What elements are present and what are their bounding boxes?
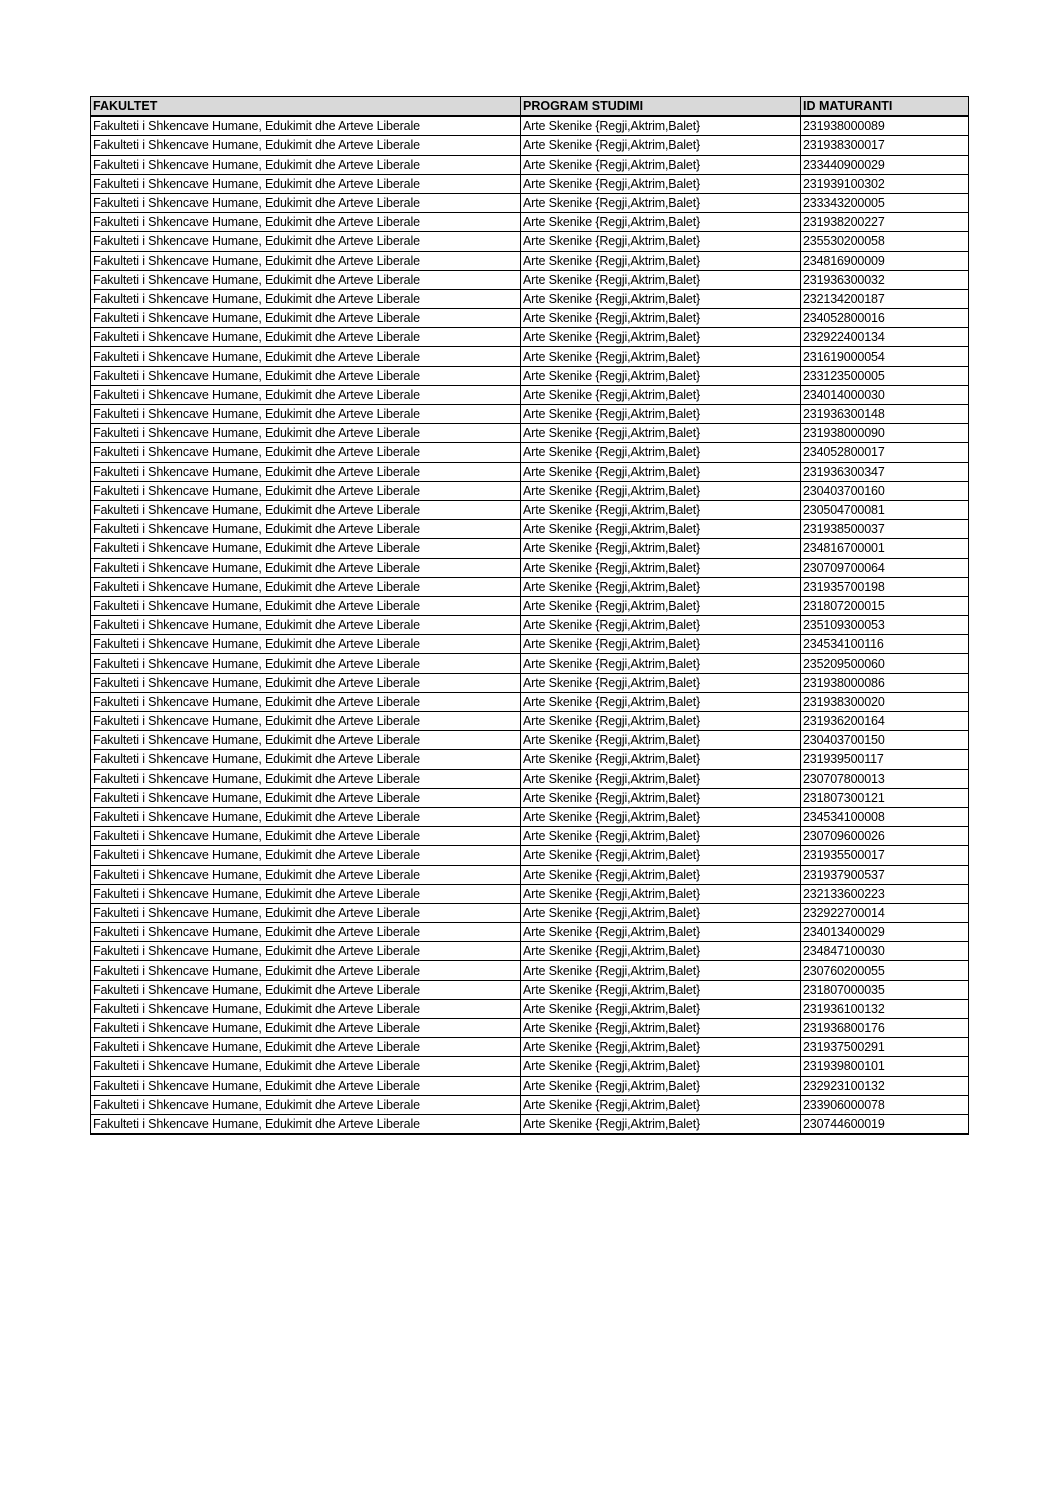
cell-program-studimi: Arte Skenike {Regji,Aktrim,Balet} xyxy=(521,1076,801,1095)
cell-fakultet: Fakulteti i Shkencave Humane, Edukimit dhe Arteve Liberale xyxy=(91,961,521,980)
cell-fakultet: Fakulteti i Shkencave Humane, Edukimit dhe Arteve Liberale xyxy=(91,596,521,615)
cell-fakultet: Fakulteti i Shkencave Humane, Edukimit dhe Arteve Liberale xyxy=(91,942,521,961)
cell-id-maturanti: 233343200005 xyxy=(801,193,969,212)
table-row xyxy=(91,616,969,635)
cell-id-maturanti: 230504700081 xyxy=(801,500,969,519)
cell-id-maturanti: 231935500017 xyxy=(801,846,969,865)
table-row xyxy=(91,827,969,846)
cell-id-maturanti: 233123500005 xyxy=(801,366,969,385)
cell-program-studimi: Arte Skenike {Regji,Aktrim,Balet} xyxy=(521,405,801,424)
cell-id-maturanti: 230403700160 xyxy=(801,481,969,500)
table-row xyxy=(91,116,969,136)
header-row xyxy=(91,97,969,117)
cell-fakultet: Fakulteti i Shkencave Humane, Edukimit dhe Arteve Liberale xyxy=(91,616,521,635)
cell-id-maturanti: 232134200187 xyxy=(801,289,969,308)
cell-fakultet: Fakulteti i Shkencave Humane, Edukimit dhe Arteve Liberale xyxy=(91,635,521,654)
cell-fakultet: Fakulteti i Shkencave Humane, Edukimit dhe Arteve Liberale xyxy=(91,999,521,1018)
cell-fakultet: Fakulteti i Shkencave Humane, Edukimit dhe Arteve Liberale xyxy=(91,654,521,673)
table-row xyxy=(91,174,969,193)
table-row xyxy=(91,328,969,347)
cell-id-maturanti: 230709600026 xyxy=(801,827,969,846)
table-row xyxy=(91,654,969,673)
table-row xyxy=(91,270,969,289)
cell-program-studimi: Arte Skenike {Regji,Aktrim,Balet} xyxy=(521,174,801,193)
cell-fakultet: Fakulteti i Shkencave Humane, Edukimit dhe Arteve Liberale xyxy=(91,577,521,596)
table-row xyxy=(91,788,969,807)
cell-fakultet: Fakulteti i Shkencave Humane, Edukimit dhe Arteve Liberale xyxy=(91,1114,521,1134)
cell-program-studimi: Arte Skenike {Regji,Aktrim,Balet} xyxy=(521,251,801,270)
cell-id-maturanti: 231807000035 xyxy=(801,980,969,999)
cell-program-studimi: Arte Skenike {Regji,Aktrim,Balet} xyxy=(521,903,801,922)
cell-program-studimi: Arte Skenike {Regji,Aktrim,Balet} xyxy=(521,213,801,232)
cell-program-studimi: Arte Skenike {Regji,Aktrim,Balet} xyxy=(521,635,801,654)
cell-id-maturanti: 233906000078 xyxy=(801,1095,969,1114)
cell-fakultet: Fakulteti i Shkencave Humane, Edukimit dhe Arteve Liberale xyxy=(91,731,521,750)
table-row xyxy=(91,903,969,922)
cell-fakultet: Fakulteti i Shkencave Humane, Edukimit dhe Arteve Liberale xyxy=(91,462,521,481)
table-row xyxy=(91,999,969,1018)
cell-id-maturanti: 231935700198 xyxy=(801,577,969,596)
cell-id-maturanti: 232922400134 xyxy=(801,328,969,347)
cell-id-maturanti: 231807300121 xyxy=(801,788,969,807)
cell-fakultet: Fakulteti i Shkencave Humane, Edukimit dhe Arteve Liberale xyxy=(91,827,521,846)
table-row xyxy=(91,1019,969,1038)
table-row xyxy=(91,443,969,462)
header-id-maturanti: ID MATURANTI xyxy=(801,97,969,117)
cell-fakultet: Fakulteti i Shkencave Humane, Edukimit dhe Arteve Liberale xyxy=(91,481,521,500)
table-row xyxy=(91,232,969,251)
cell-fakultet: Fakulteti i Shkencave Humane, Edukimit dhe Arteve Liberale xyxy=(91,1019,521,1038)
cell-fakultet: Fakulteti i Shkencave Humane, Edukimit dhe Arteve Liberale xyxy=(91,193,521,212)
table-row xyxy=(91,309,969,328)
cell-id-maturanti: 231939800101 xyxy=(801,1057,969,1076)
cell-program-studimi: Arte Skenike {Regji,Aktrim,Balet} xyxy=(521,1038,801,1057)
cell-program-studimi: Arte Skenike {Regji,Aktrim,Balet} xyxy=(521,232,801,251)
table-row xyxy=(91,366,969,385)
cell-id-maturanti: 231936300347 xyxy=(801,462,969,481)
cell-fakultet: Fakulteti i Shkencave Humane, Edukimit dhe Arteve Liberale xyxy=(91,673,521,692)
cell-program-studimi: Arte Skenike {Regji,Aktrim,Balet} xyxy=(521,462,801,481)
cell-program-studimi: Arte Skenike {Regji,Aktrim,Balet} xyxy=(521,270,801,289)
cell-fakultet: Fakulteti i Shkencave Humane, Edukimit dhe Arteve Liberale xyxy=(91,807,521,826)
cell-fakultet: Fakulteti i Shkencave Humane, Edukimit dhe Arteve Liberale xyxy=(91,155,521,174)
cell-program-studimi: Arte Skenike {Regji,Aktrim,Balet} xyxy=(521,558,801,577)
table-row xyxy=(91,1095,969,1114)
cell-program-studimi: Arte Skenike {Regji,Aktrim,Balet} xyxy=(521,999,801,1018)
cell-program-studimi: Arte Skenike {Regji,Aktrim,Balet} xyxy=(521,1057,801,1076)
cell-program-studimi: Arte Skenike {Regji,Aktrim,Balet} xyxy=(521,616,801,635)
table-row xyxy=(91,405,969,424)
table-row xyxy=(91,750,969,769)
table-row xyxy=(91,1057,969,1076)
cell-id-maturanti: 231936800176 xyxy=(801,1019,969,1038)
cell-id-maturanti: 231937500291 xyxy=(801,1038,969,1057)
cell-id-maturanti: 231939500117 xyxy=(801,750,969,769)
cell-id-maturanti: 234013400029 xyxy=(801,923,969,942)
cell-program-studimi: Arte Skenike {Regji,Aktrim,Balet} xyxy=(521,596,801,615)
table-row xyxy=(91,961,969,980)
table-row xyxy=(91,846,969,865)
table-row xyxy=(91,213,969,232)
cell-fakultet: Fakulteti i Shkencave Humane, Edukimit dhe Arteve Liberale xyxy=(91,1095,521,1114)
table-row xyxy=(91,539,969,558)
cell-fakultet: Fakulteti i Shkencave Humane, Edukimit dhe Arteve Liberale xyxy=(91,712,521,731)
table-row xyxy=(91,923,969,942)
table-body xyxy=(91,116,969,1134)
cell-program-studimi: Arte Skenike {Regji,Aktrim,Balet} xyxy=(521,961,801,980)
cell-program-studimi: Arte Skenike {Regji,Aktrim,Balet} xyxy=(521,481,801,500)
cell-id-maturanti: 230744600019 xyxy=(801,1114,969,1134)
table-row xyxy=(91,884,969,903)
cell-fakultet: Fakulteti i Shkencave Humane, Edukimit dhe Arteve Liberale xyxy=(91,750,521,769)
cell-program-studimi: Arte Skenike {Regji,Aktrim,Balet} xyxy=(521,309,801,328)
cell-fakultet: Fakulteti i Shkencave Humane, Edukimit dhe Arteve Liberale xyxy=(91,270,521,289)
cell-program-studimi: Arte Skenike {Regji,Aktrim,Balet} xyxy=(521,807,801,826)
cell-id-maturanti: 231938300020 xyxy=(801,692,969,711)
cell-fakultet: Fakulteti i Shkencave Humane, Edukimit dhe Arteve Liberale xyxy=(91,865,521,884)
cell-program-studimi: Arte Skenike {Regji,Aktrim,Balet} xyxy=(521,116,801,136)
cell-id-maturanti: 231936300032 xyxy=(801,270,969,289)
cell-program-studimi: Arte Skenike {Regji,Aktrim,Balet} xyxy=(521,424,801,443)
table-row xyxy=(91,731,969,750)
cell-program-studimi: Arte Skenike {Regji,Aktrim,Balet} xyxy=(521,443,801,462)
cell-program-studimi: Arte Skenike {Regji,Aktrim,Balet} xyxy=(521,750,801,769)
table-row xyxy=(91,347,969,366)
table-row xyxy=(91,1038,969,1057)
table-row xyxy=(91,481,969,500)
cell-fakultet: Fakulteti i Shkencave Humane, Edukimit dhe Arteve Liberale xyxy=(91,980,521,999)
cell-fakultet: Fakulteti i Shkencave Humane, Edukimit dhe Arteve Liberale xyxy=(91,1038,521,1057)
cell-program-studimi: Arte Skenike {Regji,Aktrim,Balet} xyxy=(521,155,801,174)
table-row xyxy=(91,424,969,443)
table-row xyxy=(91,635,969,654)
cell-program-studimi: Arte Skenike {Regji,Aktrim,Balet} xyxy=(521,1095,801,1114)
cell-program-studimi: Arte Skenike {Regji,Aktrim,Balet} xyxy=(521,366,801,385)
cell-program-studimi: Arte Skenike {Regji,Aktrim,Balet} xyxy=(521,942,801,961)
table-row xyxy=(91,942,969,961)
cell-program-studimi: Arte Skenike {Regji,Aktrim,Balet} xyxy=(521,289,801,308)
cell-program-studimi: Arte Skenike {Regji,Aktrim,Balet} xyxy=(521,347,801,366)
cell-program-studimi: Arte Skenike {Regji,Aktrim,Balet} xyxy=(521,385,801,404)
cell-program-studimi: Arte Skenike {Regji,Aktrim,Balet} xyxy=(521,769,801,788)
cell-fakultet: Fakulteti i Shkencave Humane, Edukimit dhe Arteve Liberale xyxy=(91,424,521,443)
table-row xyxy=(91,462,969,481)
cell-id-maturanti: 232133600223 xyxy=(801,884,969,903)
cell-fakultet: Fakulteti i Shkencave Humane, Edukimit dhe Arteve Liberale xyxy=(91,692,521,711)
cell-fakultet: Fakulteti i Shkencave Humane, Edukimit dhe Arteve Liberale xyxy=(91,903,521,922)
results-table xyxy=(90,96,969,1135)
cell-fakultet: Fakulteti i Shkencave Humane, Edukimit dhe Arteve Liberale xyxy=(91,500,521,519)
cell-id-maturanti: 234534100008 xyxy=(801,807,969,826)
cell-fakultet: Fakulteti i Shkencave Humane, Edukimit dhe Arteve Liberale xyxy=(91,1076,521,1095)
cell-fakultet: Fakulteti i Shkencave Humane, Edukimit dhe Arteve Liberale xyxy=(91,116,521,136)
cell-fakultet: Fakulteti i Shkencave Humane, Edukimit dhe Arteve Liberale xyxy=(91,328,521,347)
table-row xyxy=(91,769,969,788)
table-row xyxy=(91,712,969,731)
table-row xyxy=(91,385,969,404)
cell-id-maturanti: 231938000089 xyxy=(801,116,969,136)
cell-id-maturanti: 234847100030 xyxy=(801,942,969,961)
table-row xyxy=(91,289,969,308)
cell-fakultet: Fakulteti i Shkencave Humane, Edukimit dhe Arteve Liberale xyxy=(91,520,521,539)
cell-fakultet: Fakulteti i Shkencave Humane, Edukimit dhe Arteve Liberale xyxy=(91,289,521,308)
cell-id-maturanti: 230707800013 xyxy=(801,769,969,788)
cell-program-studimi: Arte Skenike {Regji,Aktrim,Balet} xyxy=(521,712,801,731)
cell-id-maturanti: 234534100116 xyxy=(801,635,969,654)
table-header xyxy=(91,97,969,117)
cell-id-maturanti: 231938000090 xyxy=(801,424,969,443)
cell-id-maturanti: 234816900009 xyxy=(801,251,969,270)
cell-fakultet: Fakulteti i Shkencave Humane, Edukimit dhe Arteve Liberale xyxy=(91,366,521,385)
cell-fakultet: Fakulteti i Shkencave Humane, Edukimit dhe Arteve Liberale xyxy=(91,385,521,404)
cell-program-studimi: Arte Skenike {Regji,Aktrim,Balet} xyxy=(521,980,801,999)
cell-program-studimi: Arte Skenike {Regji,Aktrim,Balet} xyxy=(521,136,801,155)
cell-program-studimi: Arte Skenike {Regji,Aktrim,Balet} xyxy=(521,1114,801,1134)
cell-id-maturanti: 235530200058 xyxy=(801,232,969,251)
cell-id-maturanti: 231936100132 xyxy=(801,999,969,1018)
table-row xyxy=(91,673,969,692)
cell-program-studimi: Arte Skenike {Regji,Aktrim,Balet} xyxy=(521,846,801,865)
cell-fakultet: Fakulteti i Shkencave Humane, Edukimit dhe Arteve Liberale xyxy=(91,405,521,424)
table-row xyxy=(91,136,969,155)
table-row xyxy=(91,1076,969,1095)
cell-program-studimi: Arte Skenike {Regji,Aktrim,Balet} xyxy=(521,1019,801,1038)
cell-id-maturanti: 234052800017 xyxy=(801,443,969,462)
cell-id-maturanti: 234052800016 xyxy=(801,309,969,328)
cell-program-studimi: Arte Skenike {Regji,Aktrim,Balet} xyxy=(521,577,801,596)
table-row xyxy=(91,500,969,519)
cell-program-studimi: Arte Skenike {Regji,Aktrim,Balet} xyxy=(521,884,801,903)
cell-id-maturanti: 231936300148 xyxy=(801,405,969,424)
table-row xyxy=(91,520,969,539)
cell-id-maturanti: 234014000030 xyxy=(801,385,969,404)
cell-fakultet: Fakulteti i Shkencave Humane, Edukimit dhe Arteve Liberale xyxy=(91,923,521,942)
cell-fakultet: Fakulteti i Shkencave Humane, Edukimit dhe Arteve Liberale xyxy=(91,443,521,462)
cell-program-studimi: Arte Skenike {Regji,Aktrim,Balet} xyxy=(521,328,801,347)
cell-program-studimi: Arte Skenike {Regji,Aktrim,Balet} xyxy=(521,788,801,807)
cell-id-maturanti: 231938500037 xyxy=(801,520,969,539)
table-row xyxy=(91,1114,969,1134)
cell-id-maturanti: 231938000086 xyxy=(801,673,969,692)
cell-id-maturanti: 231938300017 xyxy=(801,136,969,155)
cell-program-studimi: Arte Skenike {Regji,Aktrim,Balet} xyxy=(521,539,801,558)
cell-program-studimi: Arte Skenike {Regji,Aktrim,Balet} xyxy=(521,731,801,750)
cell-id-maturanti: 235209500060 xyxy=(801,654,969,673)
cell-program-studimi: Arte Skenike {Regji,Aktrim,Balet} xyxy=(521,923,801,942)
table-row xyxy=(91,251,969,270)
cell-fakultet: Fakulteti i Shkencave Humane, Edukimit dhe Arteve Liberale xyxy=(91,558,521,577)
cell-fakultet: Fakulteti i Shkencave Humane, Edukimit dhe Arteve Liberale xyxy=(91,846,521,865)
cell-fakultet: Fakulteti i Shkencave Humane, Edukimit dhe Arteve Liberale xyxy=(91,213,521,232)
table-row xyxy=(91,596,969,615)
table-row xyxy=(91,980,969,999)
cell-id-maturanti: 231937900537 xyxy=(801,865,969,884)
cell-id-maturanti: 232922700014 xyxy=(801,903,969,922)
header-program-studimi: PROGRAM STUDIMI xyxy=(521,97,801,117)
cell-program-studimi: Arte Skenike {Regji,Aktrim,Balet} xyxy=(521,193,801,212)
table-row xyxy=(91,692,969,711)
cell-id-maturanti: 231619000054 xyxy=(801,347,969,366)
cell-id-maturanti: 230760200055 xyxy=(801,961,969,980)
cell-program-studimi: Arte Skenike {Regji,Aktrim,Balet} xyxy=(521,827,801,846)
cell-fakultet: Fakulteti i Shkencave Humane, Edukimit dhe Arteve Liberale xyxy=(91,1057,521,1076)
cell-fakultet: Fakulteti i Shkencave Humane, Edukimit dhe Arteve Liberale xyxy=(91,769,521,788)
cell-id-maturanti: 235109300053 xyxy=(801,616,969,635)
cell-id-maturanti: 231936200164 xyxy=(801,712,969,731)
cell-id-maturanti: 231938200227 xyxy=(801,213,969,232)
table-row xyxy=(91,193,969,212)
cell-id-maturanti: 230709700064 xyxy=(801,558,969,577)
cell-fakultet: Fakulteti i Shkencave Humane, Edukimit dhe Arteve Liberale xyxy=(91,251,521,270)
cell-fakultet: Fakulteti i Shkencave Humane, Edukimit dhe Arteve Liberale xyxy=(91,788,521,807)
table-row xyxy=(91,807,969,826)
table-row xyxy=(91,558,969,577)
cell-id-maturanti: 232923100132 xyxy=(801,1076,969,1095)
cell-fakultet: Fakulteti i Shkencave Humane, Edukimit dhe Arteve Liberale xyxy=(91,539,521,558)
cell-program-studimi: Arte Skenike {Regji,Aktrim,Balet} xyxy=(521,865,801,884)
cell-id-maturanti: 230403700150 xyxy=(801,731,969,750)
cell-fakultet: Fakulteti i Shkencave Humane, Edukimit dhe Arteve Liberale xyxy=(91,174,521,193)
cell-id-maturanti: 234816700001 xyxy=(801,539,969,558)
cell-id-maturanti: 231807200015 xyxy=(801,596,969,615)
cell-program-studimi: Arte Skenike {Regji,Aktrim,Balet} xyxy=(521,692,801,711)
cell-program-studimi: Arte Skenike {Regji,Aktrim,Balet} xyxy=(521,520,801,539)
table-row xyxy=(91,155,969,174)
cell-fakultet: Fakulteti i Shkencave Humane, Edukimit dhe Arteve Liberale xyxy=(91,884,521,903)
cell-id-maturanti: 231939100302 xyxy=(801,174,969,193)
cell-fakultet: Fakulteti i Shkencave Humane, Edukimit dhe Arteve Liberale xyxy=(91,347,521,366)
cell-id-maturanti: 233440900029 xyxy=(801,155,969,174)
cell-fakultet: Fakulteti i Shkencave Humane, Edukimit dhe Arteve Liberale xyxy=(91,232,521,251)
cell-program-studimi: Arte Skenike {Regji,Aktrim,Balet} xyxy=(521,500,801,519)
cell-program-studimi: Arte Skenike {Regji,Aktrim,Balet} xyxy=(521,673,801,692)
table-row xyxy=(91,865,969,884)
cell-program-studimi: Arte Skenike {Regji,Aktrim,Balet} xyxy=(521,654,801,673)
header-fakultet: FAKULTET xyxy=(91,97,521,117)
cell-fakultet: Fakulteti i Shkencave Humane, Edukimit dhe Arteve Liberale xyxy=(91,309,521,328)
cell-fakultet: Fakulteti i Shkencave Humane, Edukimit dhe Arteve Liberale xyxy=(91,136,521,155)
table-row xyxy=(91,577,969,596)
